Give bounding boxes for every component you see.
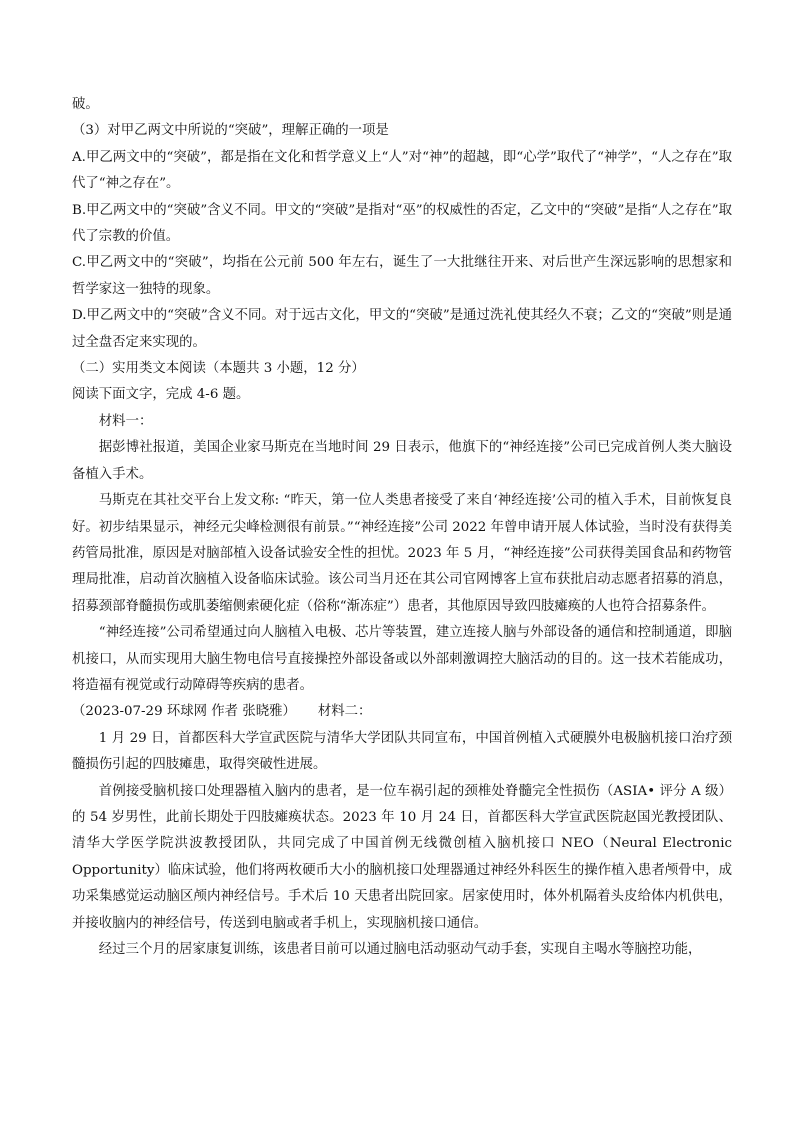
paragraph: 马斯克在其社交平台上发文称: “昨天，第一位人类患者接受了来自‘神经连接’公司的植入手术，目前恢复良好。初步结果显示，神经元尖峰检测很有前景。”“神经连接”公司 2022 年曾申请开展人体试验，当时没有获得美药管局批准，原因是对脑部植入设备试验安全性的担忧。2023 年 5 月，“神经连接”公司获得美国食品和药物管理局批准，启动首次脑植入设备临床试验。该公司当月还在其公司官网博客上宣布获批启动志愿者招募的消息，招募颈部脊髓损伤或肌萎缩侧索硬化症（俗称“渐冻症”）患者，其他原因导致四肢瘫痪的人也符合招募条件。 [72,493,732,614]
instruction: 阅读下面文字，完成 4-6 题。 [72,387,250,403]
paragraph: 据彭博社报道，美国企业家马斯克在当地时间 29 日表示，他旗下的“神经连接”公司已完成首例人类大脑设备植入手术。 [72,440,732,482]
option-b: B.甲乙两文中的“突破”含义不同。甲文的“突破”是指对“巫”的权威性的否定，乙文中的“突破”是指“人之存在”取代了宗教的价值。 [72,202,732,245]
material-label: 材料一： [98,413,153,429]
source-citation: （2023-07-29 环球网 作者 张晓雅） [72,704,296,720]
material-label: 材料二： [317,704,372,720]
option-a: A.甲乙两文中的“突破”，都是指在文化和哲学意义上“人”对“神”的超越，即“心学”取代了“神学”，“人之存在”取代了“神之存在”。 [72,149,732,192]
source-citation-line [72,699,732,725]
section-heading: （二）实用类文本阅读（本题共 3 小题，12 分） [72,361,365,377]
option-d: D.甲乙两文中的“突破”含义不同。对于远古文化，甲文的“突破”是通过洗礼使其经久不衰；乙文的“突破”则是通过全盘否定来实现的。 [72,308,732,350]
question-stem: （3）对甲乙两文中所说的“突破”，理解正确的一项是 [72,123,389,139]
document-page [72,92,732,963]
paragraph: “神经连接”公司希望通过向人脑植入电极、芯片等装置，建立连接人脑与外部设备的通信和控制通道，即脑机接口，从而实现用大脑生物电信号直接操控外部设备或以外部刺激调控大脑活动的目的。这一技术若能成功，将造福有视觉或行动障碍等疾病的患者。 [72,625,732,693]
option-c: C.甲乙两文中的“突破”，均指在公元前 500 年左右，诞生了一大批继往开来、对后世产生深远影响的思想家和哲学家这一独特的现象。 [72,255,732,297]
paragraph: 首例接受脑机接口处理器植入脑内的患者，是一位车祸引起的颈椎处脊髓完全性损伤（ASIA• 评分 A 级）的 54 岁男性，此前长期处于四肢瘫痪状态。2023 年 10 月 24 日，首都医科大学宣武医院赵国光教授团队、清华大学医学院洪波教授团队，共同完成了中国首例无线微创植入脑机接口 NEO（Neural Electronic Opportunity）临床试验，他们将两枚硬币大小的脑机接口处理器通过神经外科医生的操作植入患者颅骨中，成功采集感觉运动脑区颅内神经信号。手术后 10 天患者出院回家。居家使用时，体外机隔着头皮给体内机供电，并接收脑内的神经信号，传送到电脑或者手机上，实现脑机接口通信。 [72,783,732,931]
paragraph: 经过三个月的居家康复训练，该患者目前可以通过脑电活动驱动气动手套，实现自主喝水等脑控功能， [98,942,702,957]
text-line: 破。 [72,97,99,112]
paragraph: 1 月 29 日，首都医科大学宣武医院与清华大学团队共同宣布，中国首例植入式硬膜外电极脑机接口治疗颈髓损伤引起的四肢瘫患，取得突破性进展。 [72,730,732,773]
